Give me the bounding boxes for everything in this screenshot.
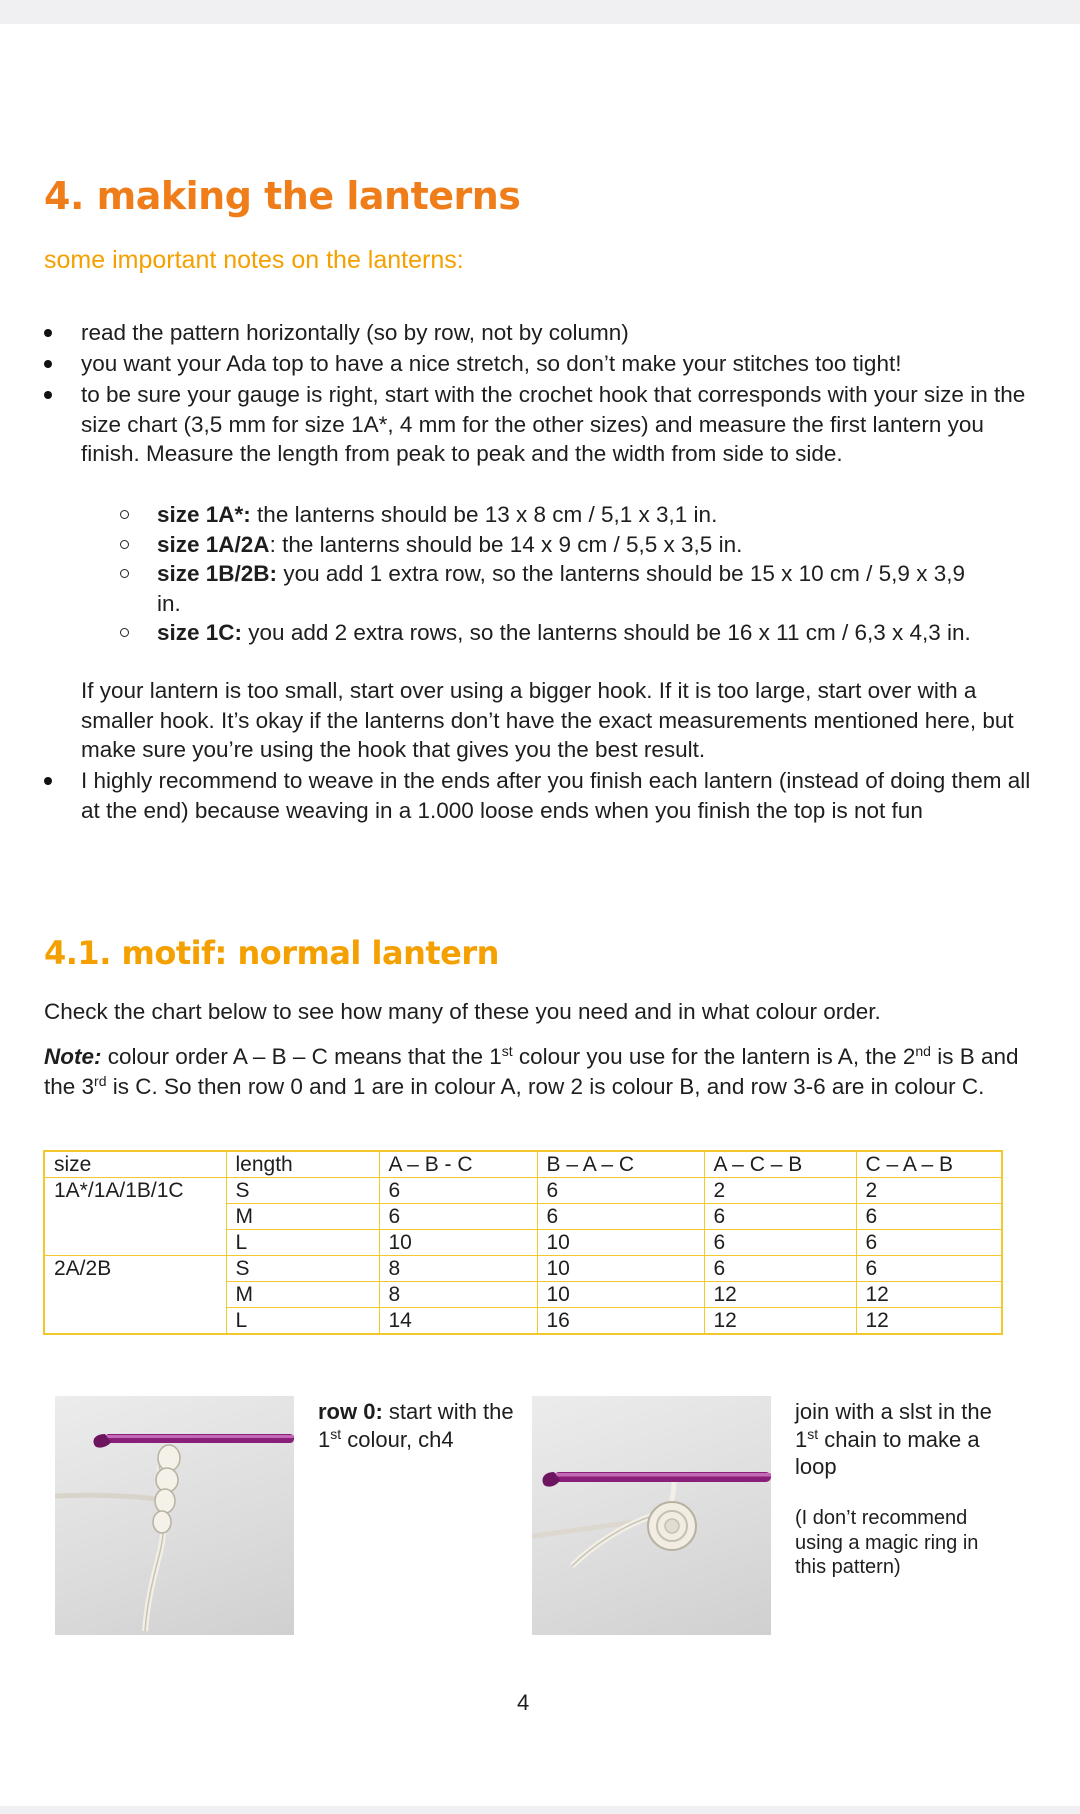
table-cell: 10 [379,1230,537,1256]
bullet-text: read the pattern horizontally (so by row, not by column) [81,320,629,345]
bullet-text: to be sure your gauge is right, start with the crochet hook that corresponds with your size in the size chart (3,5 mm for size 1A*, 4 mm for the other sizes) and measure the first lantern you finish. Measure the length from peak to peak and the width from side to side. [81,382,1026,466]
table-cell: 12 [704,1282,856,1308]
colour-order-note: Note: colour order A – B – C means that the 1st colour you use for the lantern is A, the 2nd is B and the 3rd is C. So then row 0 and 1 are in colour A, row 2 is colour B, and row 3-6 are in colour C. [44,1043,1019,1099]
bullet-text: I highly recommend to weave in the ends after you finish each lantern (instead of doing them all at the end) because weaving in a 1.000 loose ends when you finish the top is not fun [81,768,1031,823]
size-label: size 1C: [157,620,243,645]
lantern-chart-table [43,1150,1003,1335]
table-cell: 6 [856,1230,1002,1256]
table-cell: 12 [856,1282,1002,1308]
photo-join-loop [532,1396,771,1635]
circle-bullet-icon [120,540,129,549]
motif-title: 4.1. motif: normal lantern [44,934,499,972]
table-cell: 8 [379,1282,537,1308]
table-cell [44,1230,226,1256]
table-cell: 6 [379,1204,537,1230]
row0-label: row 0: [318,1399,383,1424]
size-text: : the lanterns should be 14 x 9 cm / 5,5 x 3,5 in. [269,532,743,557]
table-cell: 8 [379,1256,537,1282]
table-cell: 6 [704,1204,856,1230]
size-text: you add 2 extra rows, so the lanterns should be 16 x 11 cm / 6,3 x 4,3 in. [242,620,971,645]
table-cell [44,1204,226,1230]
table-cell [44,1308,226,1335]
table-cell: 10 [537,1230,704,1256]
crochet-hook-chain-illustration [55,1396,294,1635]
note-label: Note: [44,1044,102,1069]
circle-bullet-icon [120,569,129,578]
photo-row0-chain [55,1396,294,1635]
bullet-icon [44,360,52,368]
table-cell: 14 [379,1308,537,1335]
table-cell: 1A*/1A/1B/1C [44,1178,226,1204]
table-row [44,1308,1002,1335]
table-cell: 6 [856,1256,1002,1282]
size-text: you add 1 extra row, so the lanterns should be 15 x 10 cm / 5,9 x 3,9 in. [157,561,965,616]
table-cell: L [226,1230,379,1256]
table-cell: L [226,1308,379,1335]
table-cell [44,1282,226,1308]
table-cell: 6 [856,1204,1002,1230]
crochet-loop-illustration [532,1396,771,1635]
table-cell: 16 [537,1308,704,1335]
table-cell: 10 [537,1282,704,1308]
table-cell: M [226,1282,379,1308]
section-subtitle: some important notes on the lanterns: [44,246,464,274]
table-row [44,1204,1002,1230]
column-header: length [226,1151,379,1178]
table-cell: 12 [704,1308,856,1335]
page-number: 4 [517,1690,530,1715]
column-header: size [44,1151,226,1178]
table-cell: 2A/2B [44,1256,226,1282]
table-cell: 6 [379,1178,537,1204]
table-cell: 6 [704,1230,856,1256]
bullet-icon [44,391,52,399]
size-text: the lanterns should be 13 x 8 cm / 5,1 x 3,1 in. [250,502,718,527]
table-row [44,1178,1002,1204]
join-caption: join with a slst in the 1st chain to make a loop [795,1399,992,1479]
circle-bullet-icon [120,510,129,519]
size-label: size 1A*: [157,502,251,527]
table-cell: 12 [856,1308,1002,1335]
table-row [44,1230,1002,1256]
motif-intro: Check the chart below to see how many of these you need and in what colour order. [44,999,881,1024]
table-header-row [44,1151,1002,1178]
column-header: A – B - C [379,1151,537,1178]
table-cell: S [226,1178,379,1204]
circle-bullet-icon [120,628,129,637]
table-cell: 6 [537,1204,704,1230]
magic-ring-note: (I don’t recommend using a magic ring in this pattern) [795,1507,979,1578]
column-header: C – A – B [856,1151,1002,1178]
bullet-icon [44,329,52,337]
table-cell: S [226,1256,379,1282]
table-cell: 6 [704,1256,856,1282]
table-row [44,1282,1002,1308]
row0-caption: row 0: start with the 1st colour, ch4 [318,1399,514,1452]
size-label: size 1B/2B: [157,561,278,586]
section-title: 4. making the lanterns [44,174,521,218]
table-cell: 10 [537,1256,704,1282]
table-cell: 2 [856,1178,1002,1204]
table-row [44,1256,1002,1282]
table-cell: M [226,1204,379,1230]
size-label: size 1A/2A [157,532,270,557]
gauge-advice: If your lantern is too small, start over using a bigger hook. If it is too large, start over with a smaller hook. It’s okay if the lanterns don’t have the exact measurements mentioned here, but make sure you’re using the hook that gives you the best result. [81,678,1014,762]
bullet-icon [44,777,52,785]
bullet-text: you want your Ada top to have a nice stretch, so don’t make your stitches too tight! [81,351,902,376]
table-cell: 6 [537,1178,704,1204]
table-cell: 2 [704,1178,856,1204]
column-header: A – C – B [704,1151,856,1178]
document-page [0,24,1080,1806]
column-header: B – A – C [537,1151,704,1178]
